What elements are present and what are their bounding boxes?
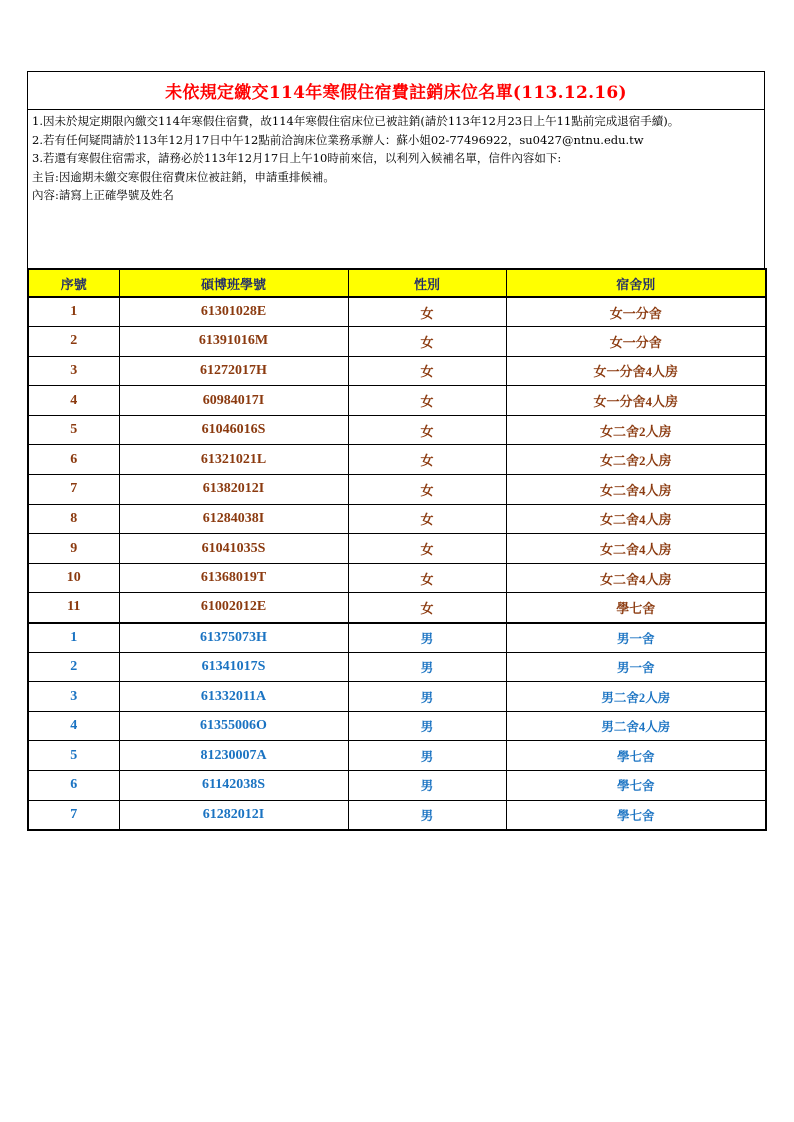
student-id-cell: 61272017H	[119, 356, 348, 386]
title-box	[27, 71, 765, 110]
gender-cell: 男	[348, 652, 506, 682]
gender-cell: 男	[348, 623, 506, 653]
student-id-cell: 61321021L	[119, 445, 348, 475]
student-id-cell: 81230007A	[119, 741, 348, 771]
serial-cell: 7	[28, 800, 119, 830]
dorm-cell: 學七舍	[506, 593, 766, 623]
male-table-row	[28, 652, 766, 682]
student-id-cell: 61332011A	[119, 682, 348, 712]
female-table-row	[28, 386, 766, 416]
header-gender: 性別	[348, 269, 506, 297]
serial-cell: 7	[28, 475, 119, 505]
student-id-cell: 61046016S	[119, 415, 348, 445]
serial-cell: 2	[28, 652, 119, 682]
dorm-cell: 學七舍	[506, 800, 766, 830]
gender-cell: 女	[348, 475, 506, 505]
dorm-cell: 女二舍4人房	[506, 534, 766, 564]
student-id-cell: 61142038S	[119, 771, 348, 801]
serial-cell: 11	[28, 593, 119, 623]
gender-cell: 女	[348, 563, 506, 593]
gender-cell: 男	[348, 800, 506, 830]
dorm-cell: 男二舍2人房	[506, 682, 766, 712]
female-table-row	[28, 593, 766, 623]
serial-cell: 4	[28, 386, 119, 416]
dorm-cell: 女二舍4人房	[506, 504, 766, 534]
female-table-row	[28, 297, 766, 327]
student-id-cell: 61301028E	[119, 297, 348, 327]
document-sheet	[27, 71, 765, 831]
gender-cell: 女	[348, 415, 506, 445]
gender-cell: 女	[348, 327, 506, 357]
gender-cell: 女	[348, 504, 506, 534]
serial-cell: 2	[28, 327, 119, 357]
cancellation-table	[27, 268, 767, 831]
dorm-cell: 女二舍2人房	[506, 415, 766, 445]
gender-cell: 女	[348, 534, 506, 564]
note-1: 1.因未於規定期限內繳交114年寒假住宿費，故114年寒假住宿床位已被註銷(請於113年12月23日上午11點前完成退宿手續)。	[32, 114, 680, 128]
table-header-row	[28, 269, 766, 297]
female-table-row	[28, 415, 766, 445]
dorm-cell: 學七舍	[506, 741, 766, 771]
dorm-cell: 女二舍4人房	[506, 475, 766, 505]
male-table-row	[28, 682, 766, 712]
female-table-row	[28, 356, 766, 386]
dorm-cell: 女二舍2人房	[506, 445, 766, 475]
female-table-row	[28, 445, 766, 475]
serial-cell: 6	[28, 445, 119, 475]
male-table-row	[28, 711, 766, 741]
student-id-cell: 61282012I	[119, 800, 348, 830]
serial-cell: 9	[28, 534, 119, 564]
serial-cell: 5	[28, 741, 119, 771]
female-table-row	[28, 327, 766, 357]
male-table-row	[28, 771, 766, 801]
gender-cell: 男	[348, 682, 506, 712]
student-id-cell: 61355006O	[119, 711, 348, 741]
serial-cell: 1	[28, 297, 119, 327]
student-id-cell: 61341017S	[119, 652, 348, 682]
student-id-cell: 61391016M	[119, 327, 348, 357]
student-id-cell: 61375073H	[119, 623, 348, 653]
dorm-cell: 女一分舍	[506, 297, 766, 327]
student-id-cell: 61041035S	[119, 534, 348, 564]
student-id-cell: 61284038I	[119, 504, 348, 534]
student-id-cell: 61382012I	[119, 475, 348, 505]
gender-cell: 男	[348, 771, 506, 801]
student-id-cell: 61368019T	[119, 563, 348, 593]
gender-cell: 男	[348, 741, 506, 771]
notes-block	[27, 110, 765, 268]
serial-cell: 8	[28, 504, 119, 534]
note-3: 3.若還有寒假住宿需求，請務必於113年12月17日上午10時前來信，以利列入候補名單，信件內容如下:	[32, 151, 562, 165]
student-id-cell: 61002012E	[119, 593, 348, 623]
dorm-cell: 男一舍	[506, 652, 766, 682]
gender-cell: 女	[348, 297, 506, 327]
gender-cell: 女	[348, 386, 506, 416]
note-subject: 主旨:因逾期未繳交寒假住宿費床位被註銷，申請重排候補。	[32, 169, 335, 184]
gender-cell: 女	[348, 445, 506, 475]
serial-cell: 1	[28, 623, 119, 653]
female-table-row	[28, 534, 766, 564]
dorm-cell: 女一分舍4人房	[506, 356, 766, 386]
serial-cell: 10	[28, 563, 119, 593]
gender-cell: 女	[348, 593, 506, 623]
header-dorm: 宿舍別	[506, 269, 766, 297]
header-student-id: 碩博班學號	[119, 269, 348, 297]
dorm-cell: 男一舍	[506, 623, 766, 653]
male-table-row	[28, 623, 766, 653]
header-serial: 序號	[28, 269, 119, 297]
dorm-cell: 學七舍	[506, 771, 766, 801]
dorm-cell: 女一分舍	[506, 327, 766, 357]
serial-cell: 5	[28, 415, 119, 445]
dorm-cell: 女二舍4人房	[506, 563, 766, 593]
serial-cell: 3	[28, 356, 119, 386]
dorm-cell: 男二舍4人房	[506, 711, 766, 741]
note-content: 內容:請寫上正確學號及姓名	[32, 188, 174, 202]
female-table-row	[28, 504, 766, 534]
table-body	[28, 297, 766, 830]
serial-cell: 3	[28, 682, 119, 712]
gender-cell: 男	[348, 711, 506, 741]
note-2: 2.若有任何疑問請於113年12月17日中午12點前洽詢床位業務承辦人：蘇小姐02-77496922，su0427@ntnu.edu.tw	[32, 132, 644, 147]
male-table-row	[28, 800, 766, 830]
student-id-cell: 60984017I	[119, 386, 348, 416]
male-table-row	[28, 741, 766, 771]
gender-cell: 女	[348, 356, 506, 386]
female-table-row	[28, 563, 766, 593]
serial-cell: 6	[28, 771, 119, 801]
serial-cell: 4	[28, 711, 119, 741]
female-table-row	[28, 475, 766, 505]
dorm-cell: 女一分舍4人房	[506, 386, 766, 416]
document-title: 未依規定繳交114年寒假住宿費註銷床位名單(113.12.16)	[165, 83, 627, 103]
